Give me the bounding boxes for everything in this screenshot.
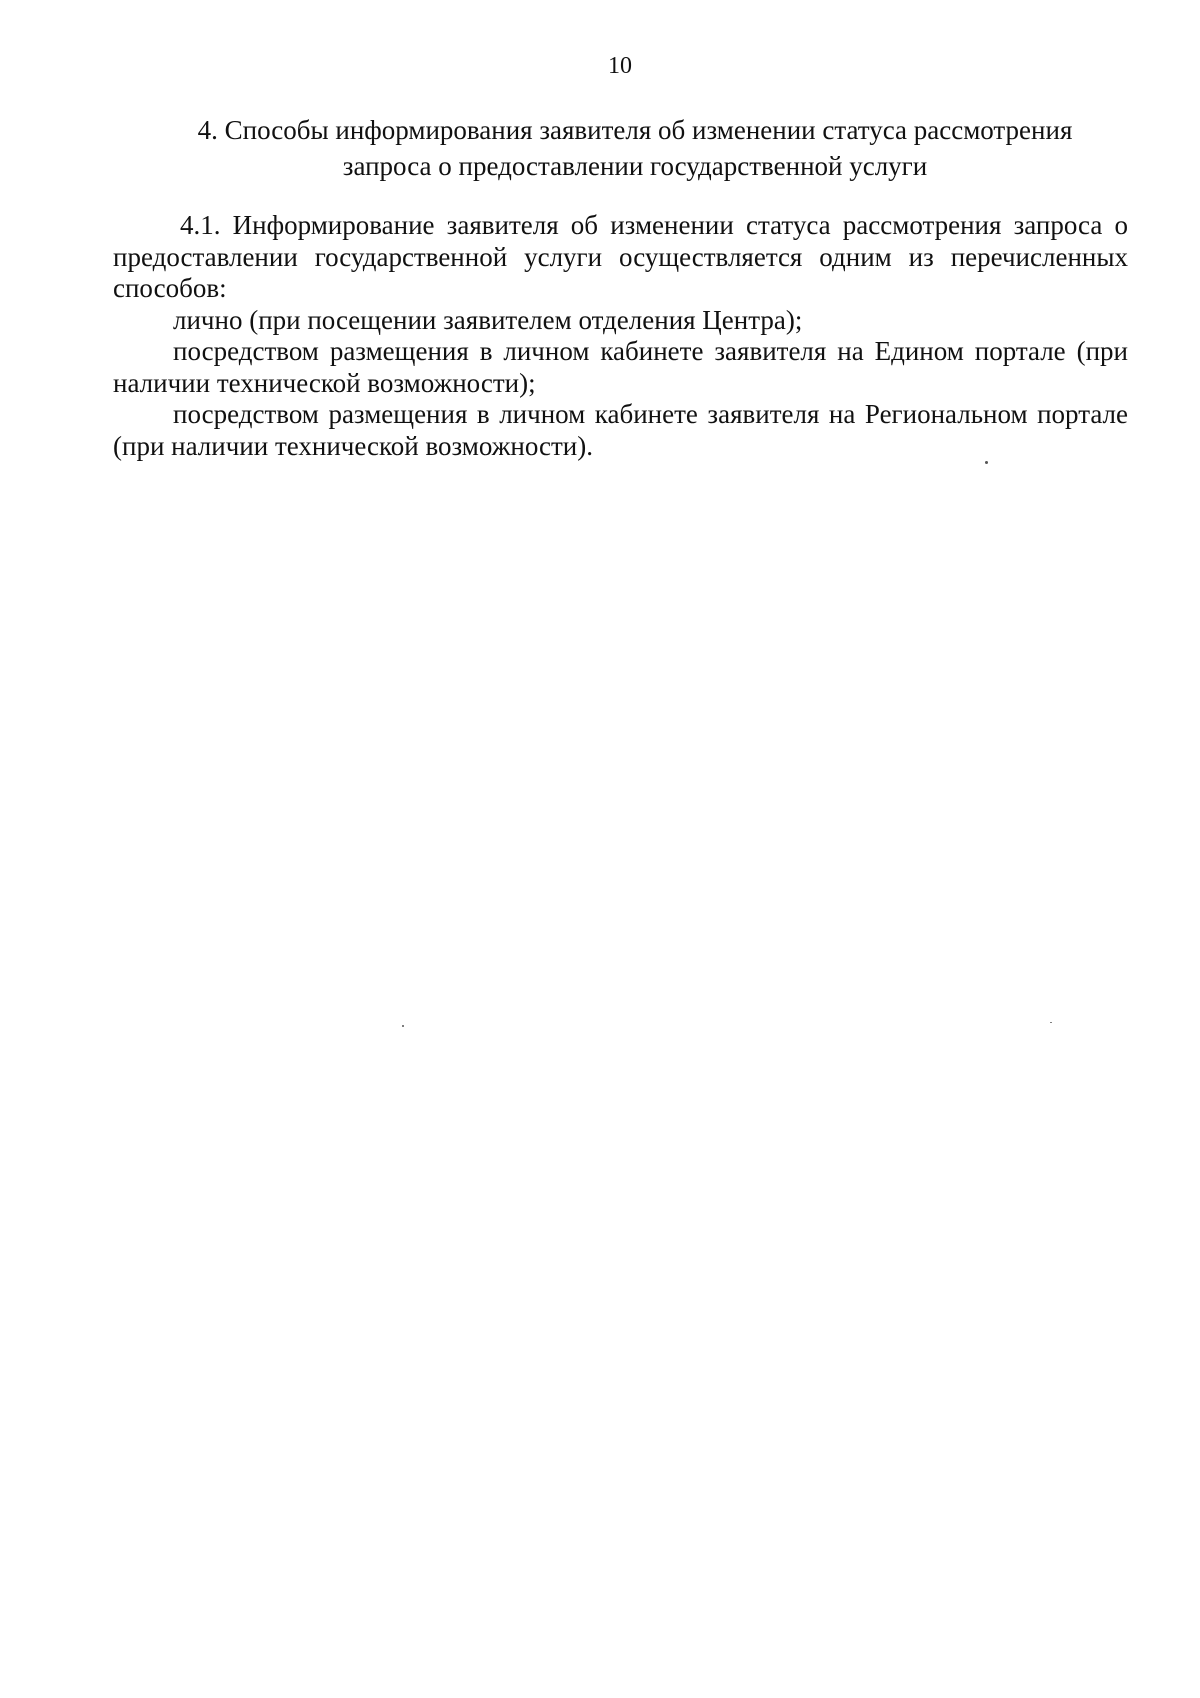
paragraph-regional-portal: посредством размещения в личном кабинете заявителя на Региональном портале (при наличии технической возможности). [113,399,1128,461]
paragraph-unified-portal: посредством размещения в личном кабинете заявителя на Едином портале (при наличии технической возможности); [113,336,1128,398]
paragraph-in-person: лично (при посещении заявителем отделения Центра); [173,304,803,335]
section-title-line-2: запроса о предоставлении государственной услуги [342,151,928,181]
scan-speck [402,1025,404,1027]
section-body [113,210,1128,462]
scan-speck [1050,1022,1052,1023]
scan-speck [985,461,988,464]
page-number: 10 [608,53,632,79]
paragraph-4-1: 4.1. Информирование заявителя об изменении статуса рассмотрения запроса о предоставлении государственной услуги осуществляется одним из перечисленных способов: [113,210,1128,303]
section-title-line-1: 4. Способы информирования заявителя об изменении статуса рассмотрения [197,115,1073,145]
section-title [150,112,1120,184]
